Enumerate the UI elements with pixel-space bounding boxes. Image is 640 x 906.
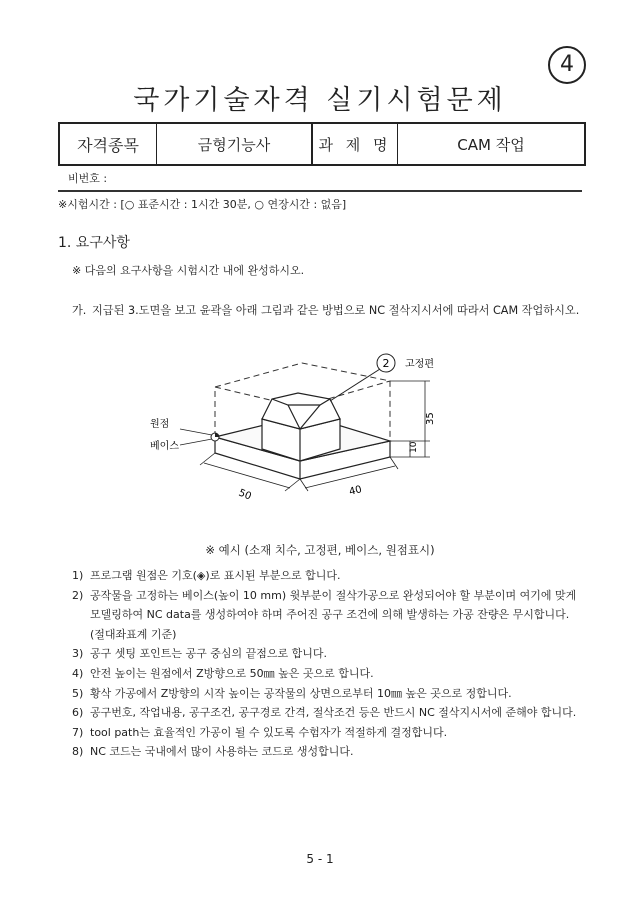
origin-marker-fill [215,433,219,437]
list-item-number: 4) [72,666,84,680]
page-number: 5 - 1 [306,852,334,866]
base-label: 베이스 [150,441,179,452]
instruction-note: ※ 다음의 요구사항을 시험시간 내에 완성하시오. [72,264,305,277]
section-title: 1. 요구사항 [58,235,130,251]
list-item-number: 7) [72,725,84,739]
list-item-text: 공구 셋팅 포인트는 공구 중심의 끝점으로 합니다. [90,647,327,661]
task-label: 과 제 명 [313,124,398,164]
divider-line [58,190,582,192]
list-item [72,566,582,586]
origin-label: 원점 [150,419,170,430]
qualification-label: 자격종목 [60,124,157,164]
list-item [72,703,582,723]
list-item-text: 공구번호, 작업내용, 공구조건, 공구경로 간격, 절삭조건 등은 반드시 NC 절삭지시서에 준해야 합니다. [90,706,577,720]
list-item-text: NC 코드는 국내에서 많이 사용하는 코드로 생성합니다. [90,745,354,759]
list-item [72,644,582,664]
list-item-number: 5) [72,686,84,700]
figure-caption: ※ 예시 (소재 치수, 고정편, 베이스, 원점표시) [205,543,435,557]
list-item [72,723,582,743]
list-item [72,684,582,704]
qualification-value: 금형기능사 [157,124,313,164]
list-item [72,664,582,684]
list-item [72,742,582,762]
list-item-number: 1) [72,569,84,582]
instruction-text: 지급된 3.도면을 보고 윤곽을 아래 그림과 같은 방법으로 NC 절삭지시서에 따라서 CAM 작업하시오. [92,304,580,317]
instruction-main [72,300,584,321]
instruction-label: 가. [72,304,87,317]
list-item-text: tool path는 효율적인 가공이 될 수 있도록 수험자가 적절하게 결정합니다. [90,725,448,739]
dimension-50: 50 [236,487,253,503]
list-item-text: 공작물을 고정하는 베이스(높이 10 mm) 윗부분이 절삭가공으로 완성되어야 할 부분이며 여기에 맞게 모델링하여 NC data를 생성하여야 하며 주어진 공구 조건에 의해 발생하는 가공 잔량은 무시합니다.(절대좌표계 기준) [90,588,577,641]
fixture-label: 고정편 [405,359,434,370]
exam-number-label: 비번호 : [68,172,108,185]
list-item-text: 안전 높이는 원점에서 Z방향으로 50㎜ 높은 곳으로 합니다. [90,666,374,680]
origin-leader [180,429,212,435]
exam-time: ※시험시간 : [○ 표준시간 : 1시간 30분, ○ 연장시간 : 없음] [58,198,347,211]
dimension-35: 35 [425,412,436,425]
raised-block [262,393,340,461]
list-item-text: 황삭 가공에서 Z방향의 시작 높이는 공작물의 상면으로부터 10㎜ 높은 곳으로 정합니다. [90,686,512,700]
base-leader [180,439,212,445]
page-title: 국가기술자격 실기시험문제 [133,85,507,116]
page-marker-circle: 4 [548,46,586,84]
fixture-callout-number: 2 [382,357,390,370]
list-item-number: 8) [72,745,84,759]
requirements-list [72,566,582,762]
dimension-10: 10 [409,441,419,453]
list-item-number: 3) [72,647,84,661]
list-item-number: 6) [72,706,84,720]
list-item-number: 2) [72,588,84,602]
workpiece-figure [140,345,470,535]
list-item-text: 프로그램 원점은 기호(◈)로 표시된 부분으로 합니다. [90,569,341,582]
dimension-40: 40 [348,484,364,498]
header-table [58,122,586,166]
task-value: CAM 작업 [457,135,525,154]
list-item [72,586,582,645]
